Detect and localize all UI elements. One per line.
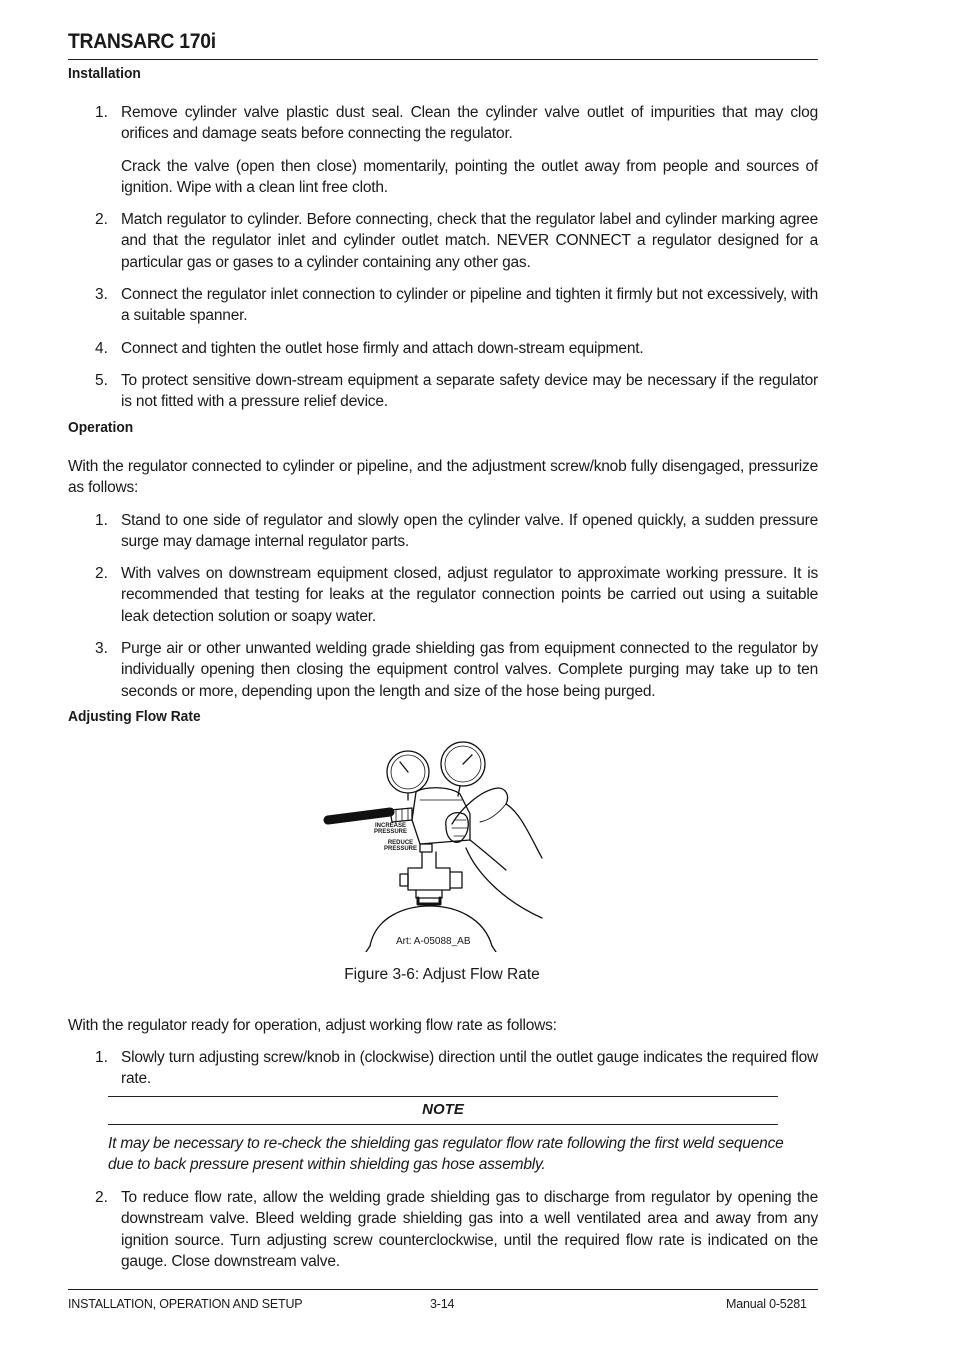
list-text: Connect and tighten the outlet hose firmly and attach down-stream equipment. (121, 340, 644, 357)
page-title: TRANSARC 170i (68, 30, 216, 53)
note-text: It may be necessary to re-check the shielding gas regulator flow rate following the first weld sequence due to back pressure present within shielding gas hose assembly. (108, 1135, 784, 1174)
reduce-pressure-label: REDUCE PRESSURE (384, 840, 418, 852)
increase-pressure-label: INCREASE PRESSURE (374, 823, 408, 835)
list-number: 2. (95, 211, 108, 228)
list-text: To reduce flow rate, allow the welding grade shielding gas to discharge from regulator by opening the downstream valve. Bleed welding grade shielding gas into a well ventilated area and away from any ignition source. Turn adjusting screw counterclockwise, until the required flow rate is indicated on the gauge. Close downstream valve. (121, 1189, 818, 1270)
page-number: 3-14 (430, 1297, 455, 1311)
note-heading: NOTE (422, 1101, 464, 1118)
manual-number: Manual 0-5281 (726, 1297, 807, 1311)
list-number: 5. (95, 372, 108, 389)
list-text: Remove cylinder valve plastic dust seal. Clean the cylinder valve outlet of impurities that may clog orifices and damage seats before connecting the regulator. (121, 104, 818, 143)
list-number: 1. (95, 104, 108, 121)
operation-heading: Operation (68, 419, 134, 436)
list-text: Purge air or other unwanted welding grade shielding gas from equipment connected to the regulator by individually opening then closing the equipment control valves. Complete purging may take up to ten seconds or more, depending upon the length and size of the hose being purged. (121, 640, 818, 700)
figure-caption: Figure 3-6: Adjust Flow Rate (344, 966, 540, 983)
flow-rate-heading: Adjusting Flow Rate (68, 708, 201, 725)
installation-heading: Installation (68, 65, 141, 82)
note-top-rule (108, 1096, 778, 1097)
list-text: With valves on downstream equipment closed, adjust regulator to approximate working pressure. It is recommended that testing for leaks at the regulator connection points be carried out using a suitable leak detection solution or soapy water. (121, 565, 818, 625)
list-number: 2. (95, 1189, 108, 1206)
list-number: 1. (95, 1049, 108, 1066)
list-text: Crack the valve (open then close) momentarily, pointing the outlet away from people and sources of ignition. Wipe with a clean lint free cloth. (121, 158, 818, 197)
regulator-illustration (320, 740, 550, 952)
list-number: 1. (95, 512, 108, 529)
header-rule (68, 59, 818, 60)
flow-intro: With the regulator ready for operation, adjust working flow rate as follows: (68, 1017, 557, 1034)
list-number: 3. (95, 286, 108, 303)
footer-rule (68, 1289, 818, 1290)
list-number: 3. (95, 640, 108, 657)
list-text: Connect the regulator inlet connection to cylinder or pipeline and tighten it firmly but not excessively, with a suitable spanner. (121, 286, 818, 325)
footer-section: INSTALLATION, OPERATION AND SETUP (68, 1297, 303, 1311)
operation-intro: With the regulator connected to cylinder or pipeline, and the adjustment screw/knob fully disengaged, pressurize as follows: (68, 458, 818, 497)
list-text: Match regulator to cylinder. Before connecting, check that the regulator label and cylinder marking agree and that the regulator inlet and cylinder outlet match. NEVER CONNECT a regulator designed for a particular gas or gases to a cylinder containing any other gas. (121, 211, 818, 271)
list-text: Stand to one side of regulator and slowly open the cylinder valve. If opened quickly, a sudden pressure surge may damage internal regulator parts. (121, 512, 818, 551)
list-text: To protect sensitive down-stream equipment a separate safety device may be necessary if the regulator is not fitted with a pressure relief device. (121, 372, 818, 411)
art-number: Art: A-05088_AB (396, 936, 471, 947)
list-number: 4. (95, 340, 108, 357)
list-text: Slowly turn adjusting screw/knob in (clockwise) direction until the outlet gauge indicates the required flow rate. (121, 1049, 818, 1088)
list-number: 2. (95, 565, 108, 582)
note-bottom-rule (108, 1124, 778, 1125)
